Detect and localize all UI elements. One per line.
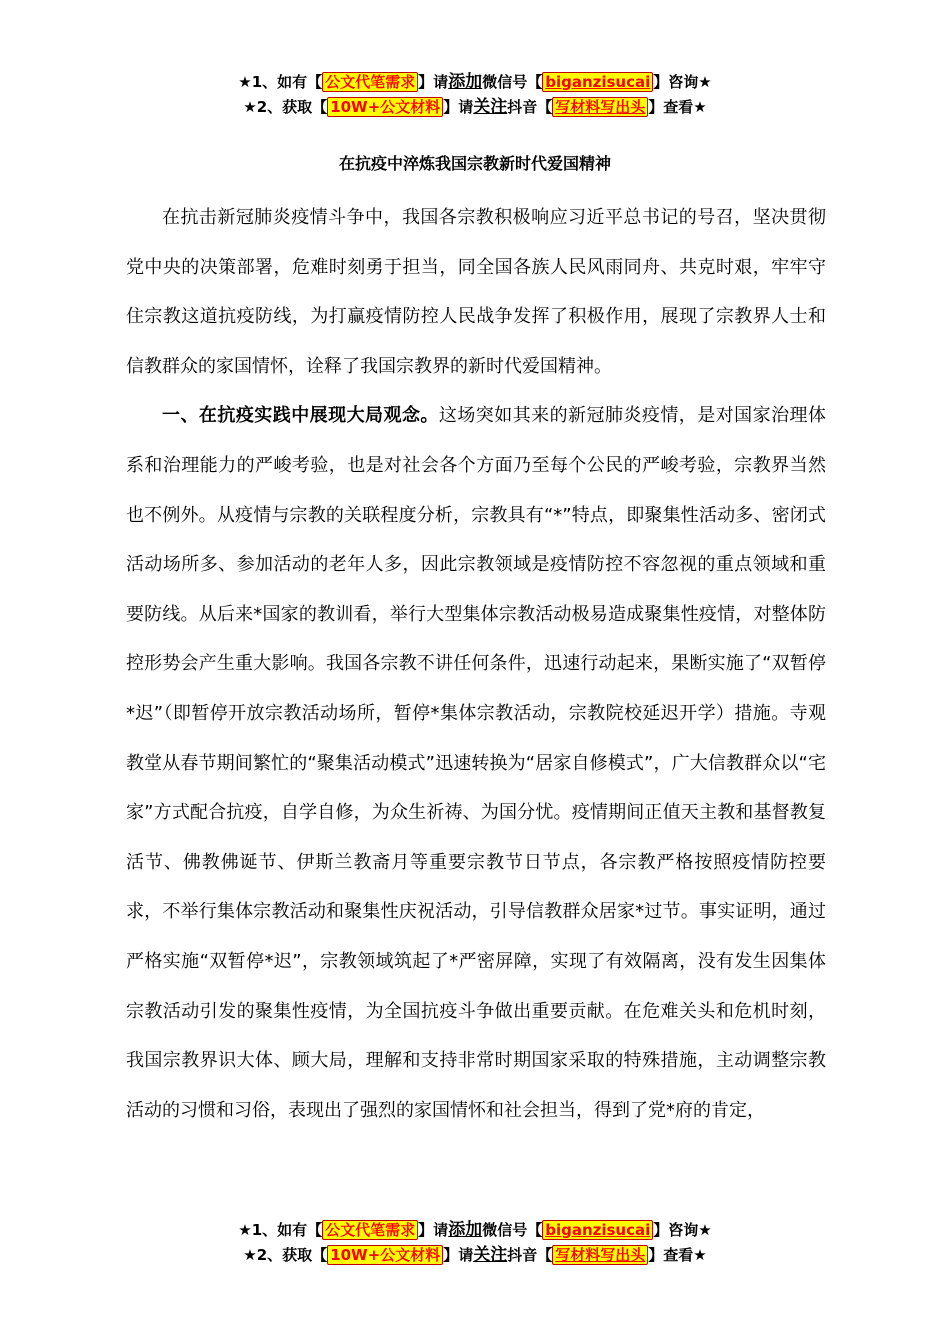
banner-text: 1、如有【 bbox=[251, 1221, 323, 1239]
emphasis-add: 添加 bbox=[448, 72, 483, 92]
highlight-douyin-account: 写材料写出头 bbox=[552, 1245, 648, 1265]
banner-text: 】咨询 bbox=[653, 1221, 699, 1239]
bottom-banner bbox=[0, 1218, 950, 1268]
banner-text: 】请 bbox=[418, 1221, 449, 1239]
star-icon: ★ bbox=[238, 73, 252, 91]
banner-line-1 bbox=[0, 1218, 950, 1243]
paragraph bbox=[126, 193, 826, 391]
highlight-service: 公文代笔需求 bbox=[322, 72, 418, 92]
banner-text: 1、如有【 bbox=[251, 73, 323, 91]
emphasis-follow: 关注 bbox=[473, 1245, 508, 1265]
paragraph-lead: 一、在抗疫实践中展现大局观念。 bbox=[162, 405, 439, 427]
banner-text: 2、获取【 bbox=[256, 1246, 328, 1264]
star-icon: ★ bbox=[243, 1246, 257, 1264]
star-icon: ★ bbox=[693, 98, 707, 116]
highlight-wechat-id: biganzisucai bbox=[542, 1220, 653, 1240]
highlight-materials: 10W+公文材料 bbox=[327, 97, 443, 117]
star-icon: ★ bbox=[698, 1221, 712, 1239]
emphasis-add: 添加 bbox=[448, 1220, 483, 1240]
document-title: 在抗疫中淬炼我国宗教新时代爱国精神 bbox=[338, 154, 611, 173]
paragraph bbox=[126, 391, 826, 1135]
paragraph-text: 这场突如其来的新冠肺炎疫情，是对国家治理体系和治理能力的严峻考验，也是对社会各个方面乃至每个公民的严峻考验，宗教界当然也不例外。从疫情与宗教的关联程度分析，宗教具有“*”特点，即聚集性活动多、密闭式活动场所多、参加活动的老年人多，因此宗教领域是疫情防控不容忽视的重点领域和重要防线。从后来*国家的教训看，举行大型集体宗教活动极易造成聚集性疫情，对整体防控形势会产生重大影响。我国各宗教不讲任何条件，迅速行动起来，果断实施了“双暂停*迟”（即暂停开放宗教活动场所，暂停*集体宗教活动，宗教院校延迟开学）措施。寺观教堂从春节期间繁忙的“聚集活动模式”迅速转换为“居家自修模式”，广大信教群众以“宅家”方式配合抗疫，自学自修，为众生祈祷、为国分忧。疫情期间正值天主教和基督教复活节、佛教佛诞节、伊斯兰教斋月等重要宗教节日节点，各宗教严格按照疫情防控要求，不举行集体宗教活动和聚集性庆祝活动，引导信教群众居家*过节。事实证明，通过严格实施“双暂停*迟”，宗教领域筑起了*严密屏障，实现了有效隔离，没有发生因集体宗教活动引发的聚集性疫情，为全国抗疫斗争做出重要贡献。在危难关头和危机时刻，我国宗教界识大体、顾大局，理解和支持非常时期国家采取的特殊措施，主动调整宗教活动的习惯和习俗，表现出了强烈的家国情怀和社会担当，得到了党*府的肯定， bbox=[126, 405, 827, 1121]
banner-line-2 bbox=[0, 1243, 950, 1268]
banner-line-2 bbox=[0, 95, 950, 120]
banner-text: 】查看 bbox=[648, 1246, 694, 1264]
highlight-wechat-id: biganzisucai bbox=[542, 72, 653, 92]
highlight-douyin-account: 写材料写出头 bbox=[552, 97, 648, 117]
banner-text: 抖音【 bbox=[507, 98, 553, 116]
highlight-materials: 10W+公文材料 bbox=[327, 1245, 443, 1265]
banner-text: 】查看 bbox=[648, 98, 694, 116]
banner-line-1 bbox=[0, 70, 950, 95]
banner-text: 】咨询 bbox=[653, 73, 699, 91]
banner-text: 微信号【 bbox=[482, 1221, 543, 1239]
document-body bbox=[126, 193, 826, 1135]
banner-text: 】请 bbox=[443, 98, 474, 116]
star-icon: ★ bbox=[243, 98, 257, 116]
star-icon: ★ bbox=[698, 73, 712, 91]
star-icon: ★ bbox=[693, 1246, 707, 1264]
top-banner bbox=[0, 70, 950, 120]
paragraph-text: 在抗击新冠肺炎疫情斗争中，我国各宗教积极响应习近平总书记的号召，坚决贯彻党中央的决策部署，危难时刻勇于担当，同全国各族人民风雨同舟、共克时艰，牢牢守住宗教这道抗疫防线，为打赢疫情防控人民战争发挥了积极作用，展现了宗教界人士和信教群众的家国情怀，诠释了我国宗教界的新时代爱国精神。 bbox=[126, 207, 826, 377]
banner-text: 】请 bbox=[443, 1246, 474, 1264]
highlight-service: 公文代笔需求 bbox=[322, 1220, 418, 1240]
banner-text: 微信号【 bbox=[482, 73, 543, 91]
banner-text: 】请 bbox=[418, 73, 449, 91]
banner-text: 2、获取【 bbox=[256, 98, 328, 116]
emphasis-follow: 关注 bbox=[473, 97, 508, 117]
banner-text: 抖音【 bbox=[507, 1246, 553, 1264]
star-icon: ★ bbox=[238, 1221, 252, 1239]
